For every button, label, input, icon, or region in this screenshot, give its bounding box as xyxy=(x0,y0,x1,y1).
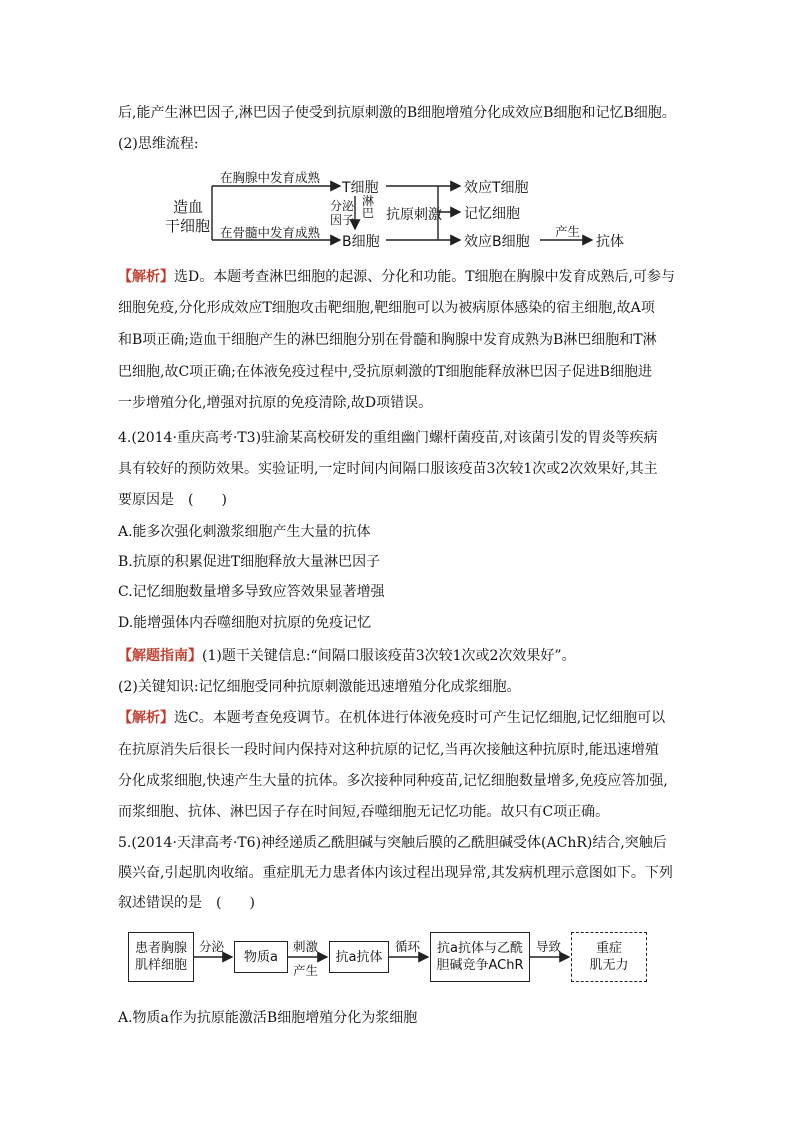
analysis-line: 细胞免疫,分化形成效应T细胞攻击靶细胞,靶细胞可以为被病原体感染的宿主细胞,故A项 xyxy=(118,300,655,316)
box-patient-thymus-cells: 患者胸腺 肌样细胞 xyxy=(128,932,194,982)
memory-cell-label: 记忆细胞 xyxy=(464,206,520,222)
antibody-label: 抗体 xyxy=(596,234,624,250)
question-5-stem: 叙述错误的是 ( ) xyxy=(118,895,255,911)
question-4-stem: 具有较好的预防效果。实验证明,一定时间内间隔口服该疫苗3次较1次或2次效果好,其主 xyxy=(118,461,658,477)
box-anti-a-antibody: 抗a抗体 xyxy=(329,941,389,973)
box-competition: 抗a抗体与乙酰 胆碱竞争AChR xyxy=(430,932,530,982)
option-b: B.抗原的积累促进T细胞释放大量淋巴因子 xyxy=(118,554,381,570)
question-4-stem: 4.(2014·重庆高考·T3)驻渝某高校研发的重组幽门螺杆菌疫苗,对该菌引发的胃炎等疾病 xyxy=(118,430,658,446)
analysis-line: 在抗原消失后很长一段时间内保持对这种抗原的记忆,当再次接触这种抗原时,能迅速增殖 xyxy=(118,742,659,758)
analysis-line: 【解析】选C。本题考查免疫调节。在机体进行体液免疫时可产生记忆细胞,记忆细胞可以 xyxy=(118,710,666,726)
t-cell-label: T细胞 xyxy=(342,180,379,196)
label-cause: 导致 xyxy=(536,939,562,954)
box-myasthenia-gravis: 重症 肌无力 xyxy=(571,932,647,982)
produce-label: 产生 xyxy=(555,224,581,239)
option-a: A.能多次强化刺激浆细胞产生大量的抗体 xyxy=(118,524,371,540)
secrete-label: 分泌 xyxy=(330,199,355,213)
label-produce: 产生 xyxy=(293,963,319,978)
effector-t-label: 效应T细胞 xyxy=(464,180,529,196)
analysis-line: 【解析】选D。本题考查淋巴细胞的起源、分化和功能。T细胞在胸腺中发育成熟后,可参与 xyxy=(118,269,676,285)
hsc-label-bottom: 干细胞 xyxy=(165,217,211,235)
antigen-stimulation-label: 抗原刺激 xyxy=(386,207,442,223)
text-line: 后,能产生淋巴因子,淋巴因子使受到抗原刺激的B细胞增殖分化成效应B细胞和记忆B细胞。 xyxy=(118,105,676,121)
marrow-label: 在骨髓中发育成熟 xyxy=(220,225,321,240)
lymph-label: 淋巴 xyxy=(362,194,375,220)
option-c: C.记忆细胞数量增多导致应答效果显著增强 xyxy=(118,584,385,600)
analysis-tag: 【解析】 xyxy=(118,269,174,285)
analysis-line: 巴细胞,故C项正确;在体液免疫过程中,受抗原刺激的T细胞能释放淋巴因子促进B细胞进 xyxy=(118,364,652,380)
box-substance-a: 物质a xyxy=(234,941,288,973)
b-cell-label: B细胞 xyxy=(342,234,380,250)
thymus-label: 在胸腺中发育成熟 xyxy=(220,170,321,185)
effector-b-label: 效应B细胞 xyxy=(464,234,530,250)
analysis-line: 分化成浆细胞,快速产生大量的抗体。多次接种同种疫苗,记忆细胞数量增多,免疫应答加强, xyxy=(118,773,668,789)
analysis-tag: 【解析】 xyxy=(118,710,174,726)
question-5-stem: 膜兴奋,引起肌肉收缩。重症肌无力患者体内该过程出现异常,其发病机理示意图如下。下列 xyxy=(118,865,673,881)
factor-label: 因子 xyxy=(330,213,355,227)
analysis-line: 而浆细胞、抗体、淋巴因子存在时间短,吞噬细胞无记忆功能。故只有C项正确。 xyxy=(118,804,610,820)
option-d: D.能增强体内吞噬细胞对抗原的免疫记忆 xyxy=(118,615,372,631)
label-circulate: 循环 xyxy=(395,939,421,954)
text-line: (2)思维流程: xyxy=(118,136,199,152)
label-stimulate: 刺激 xyxy=(293,939,319,954)
label-secrete: 分泌 xyxy=(199,939,225,954)
hsc-label-top: 造血 xyxy=(173,198,204,216)
option-a: A.物质a作为抗原能激活B细胞增殖分化为浆细胞 xyxy=(118,1010,418,1026)
hint-line: (2)关键知识:记忆细胞受同种抗原刺激能迅速增殖分化成浆细胞。 xyxy=(118,679,521,695)
question-4-stem: 要原因是 ( ) xyxy=(118,492,227,508)
question-5-stem: 5.(2014·天津高考·T6)神经递质乙酰胆碱与突触后膜的乙酰胆碱受体(AChR)结合,突触后 xyxy=(118,835,667,851)
hint-line: 【解题指南】(1)题干关键信息:“间隔口服该疫苗3次较1次或2次效果好”。 xyxy=(118,648,576,664)
analysis-line: 一步增殖分化,增强对抗原的免疫清除,故D项错误。 xyxy=(118,395,433,411)
analysis-line: 和B项正确;造血干细胞产生的淋巴细胞分别在骨髓和胸腺中发育成熟为B淋巴细胞和T淋 xyxy=(118,332,657,348)
hint-tag: 【解题指南】 xyxy=(118,648,202,664)
